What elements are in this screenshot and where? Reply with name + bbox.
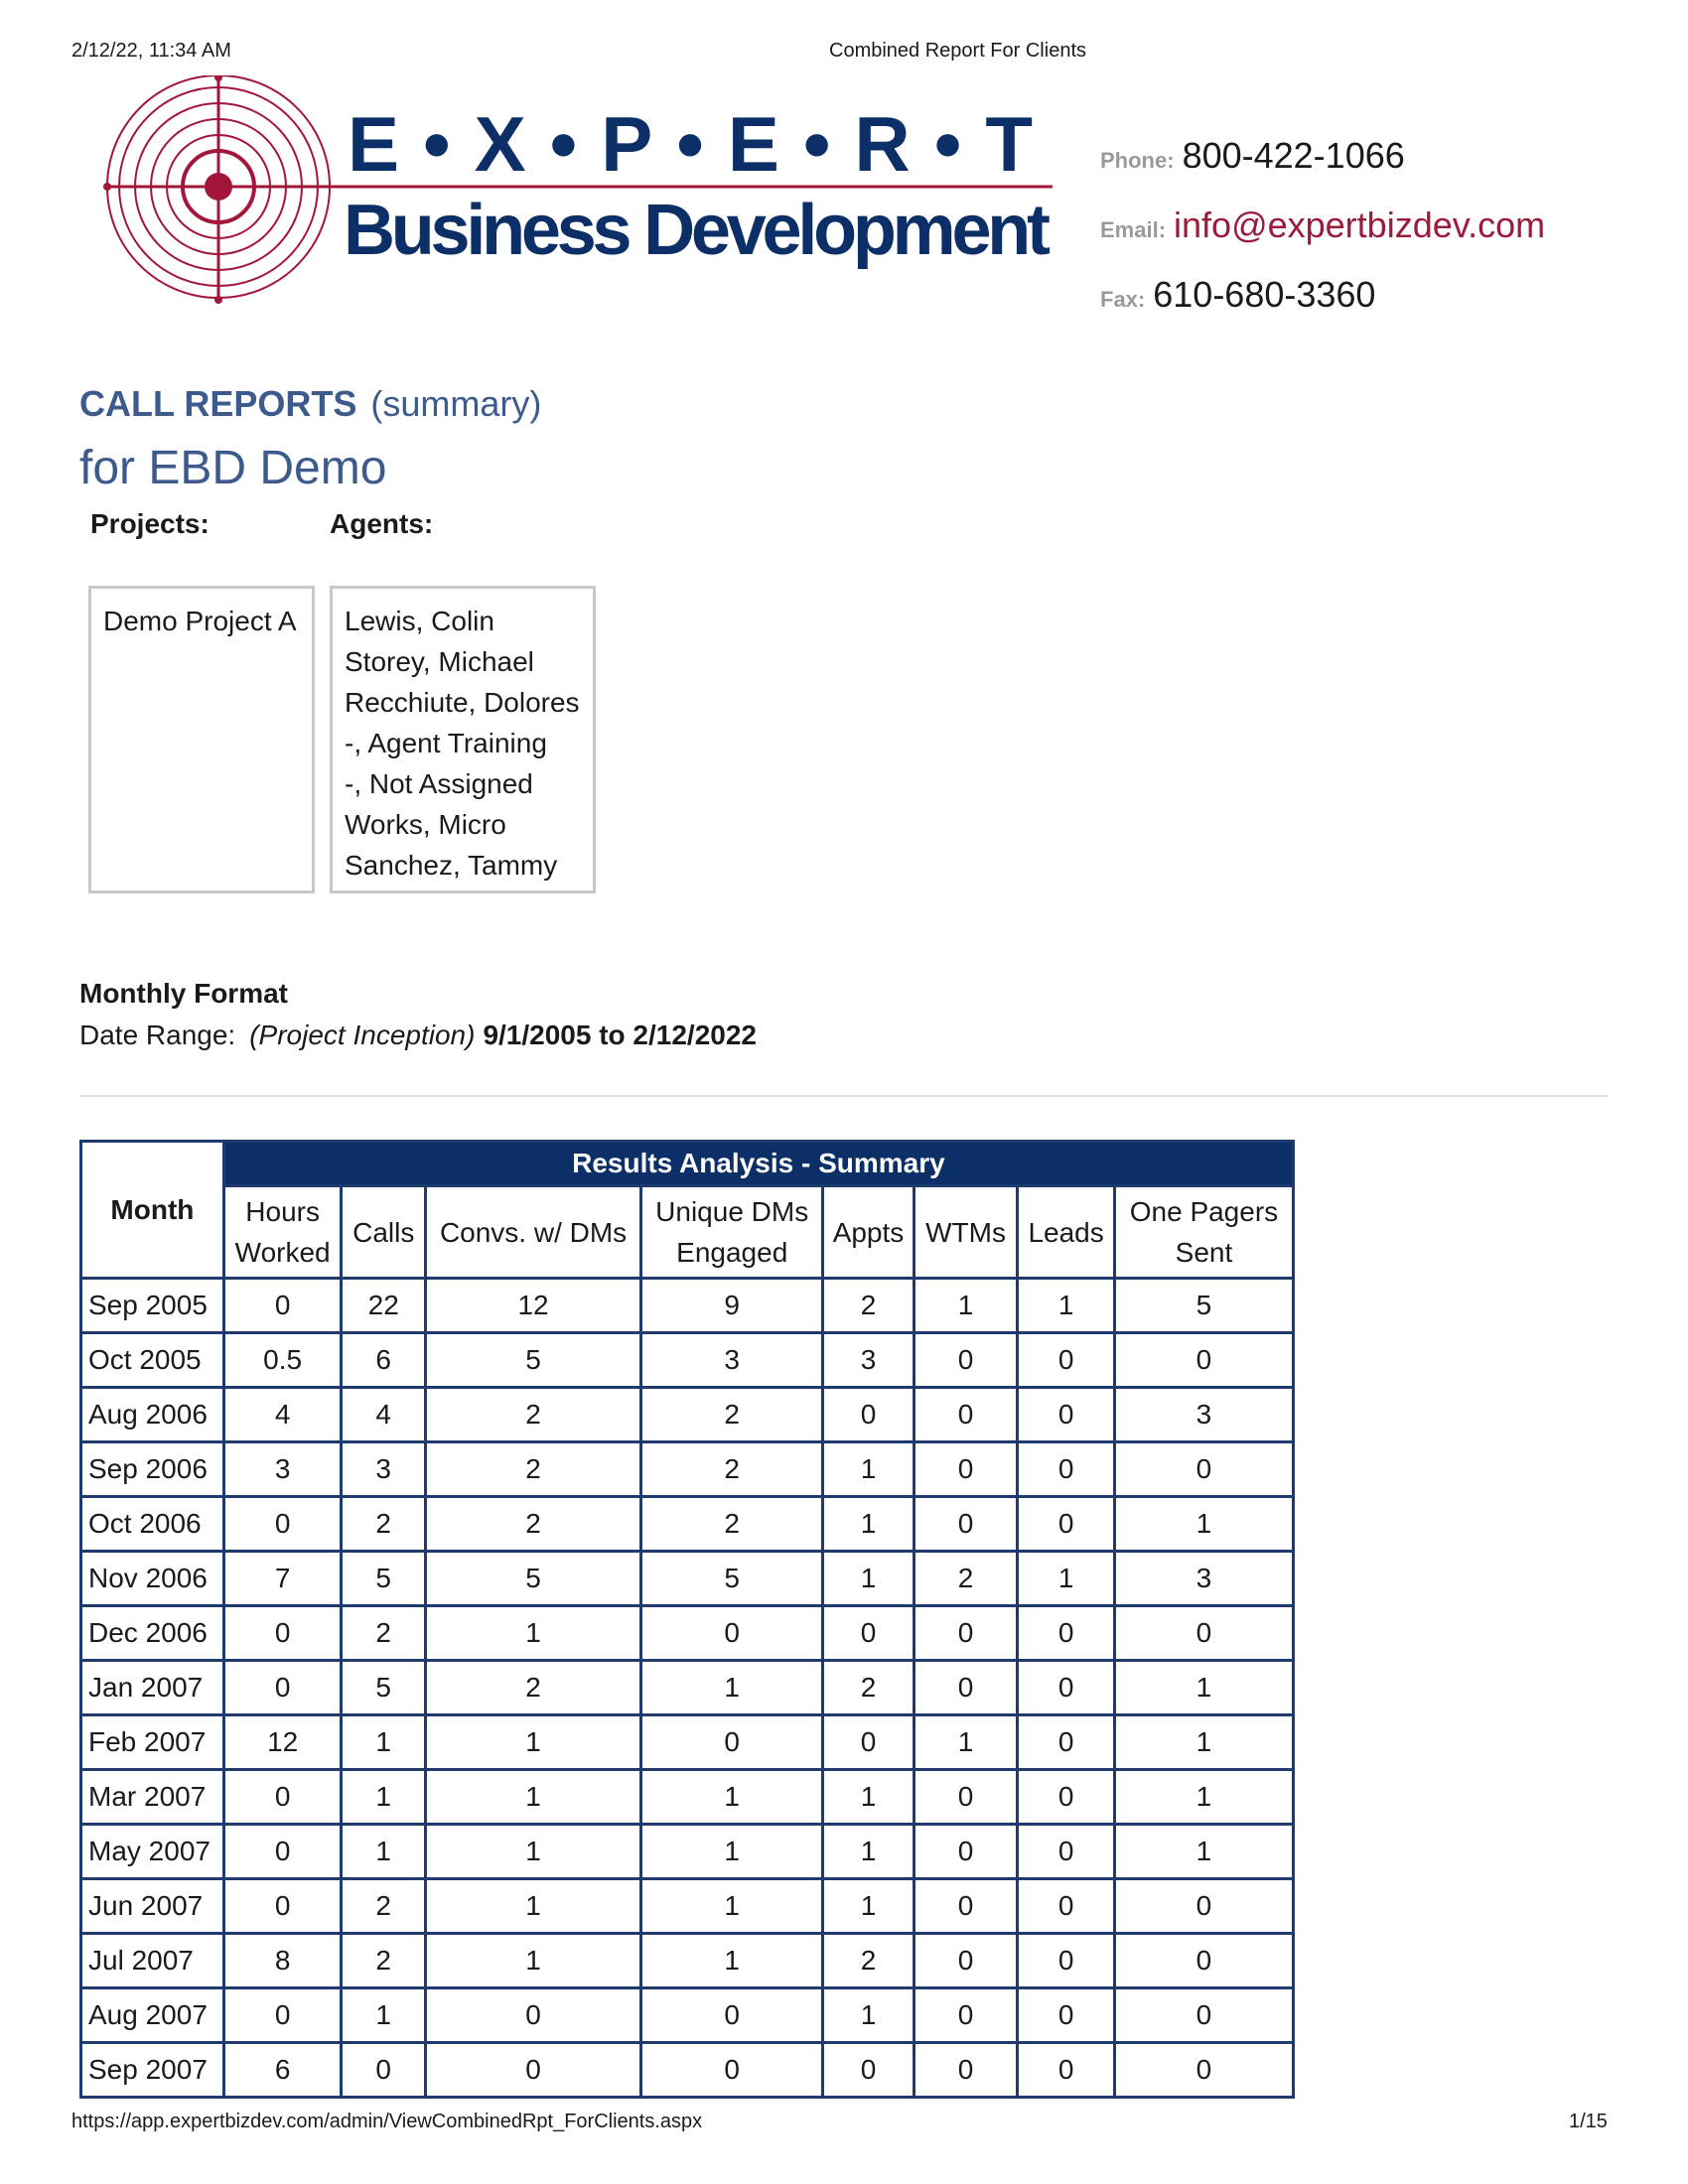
company-logo [97,75,1070,314]
value-cell: 0 [223,1279,342,1333]
value-cell: 1 [342,1825,425,1879]
value-cell: 0 [914,1879,1018,1934]
value-cell: 5 [342,1552,425,1606]
value-cell: 6 [342,1333,425,1388]
value-cell: 0 [641,1988,823,2043]
table-row [81,1988,1294,2043]
value-cell: 0 [425,2043,640,2098]
report-title-sub: (summary) [370,383,542,424]
date-range-value: 9/1/2005 to 2/12/2022 [483,1020,757,1050]
contact-fax [1100,274,1375,316]
email-label: Email: [1100,217,1167,242]
value-cell: 0 [1018,1442,1115,1497]
table-row [81,1661,1294,1715]
column-header: Calls [342,1186,425,1279]
value-cell: 0 [823,1388,914,1442]
value-cell: 0 [1018,1825,1115,1879]
month-cell: May 2007 [81,1825,224,1879]
value-cell: 1 [823,1770,914,1825]
agents-heading: Agents: [330,508,434,539]
value-cell: 0 [914,1661,1018,1715]
value-cell: 0 [914,1497,1018,1552]
table-row [81,1715,1294,1770]
table-row [81,1442,1294,1497]
month-cell: Nov 2006 [81,1552,224,1606]
agent-item: -, Agent Training [345,728,547,758]
value-cell: 0 [1018,1934,1115,1988]
value-cell: 5 [1114,1279,1293,1333]
value-cell: 2 [425,1388,640,1442]
value-cell: 3 [223,1442,342,1497]
month-cell: Dec 2006 [81,1606,224,1661]
value-cell: 0 [223,1661,342,1715]
value-cell: 0 [914,1934,1018,1988]
agent-item: Recchiute, Dolores [345,687,580,718]
agent-item: Sanchez, Tammy [345,850,558,881]
value-cell: 1 [823,1497,914,1552]
value-cell: 0 [223,1825,342,1879]
value-cell: 1 [1114,1715,1293,1770]
value-cell: 1 [425,1715,640,1770]
value-cell: 2 [425,1442,640,1497]
value-cell: 12 [223,1715,342,1770]
value-cell: 0 [1114,2043,1293,2098]
table-row [81,1934,1294,1988]
value-cell: 1 [425,1770,640,1825]
value-cell: 0 [223,1770,342,1825]
value-cell: 7 [223,1552,342,1606]
date-range-label: Date Range: [79,1020,236,1050]
fax-label: Fax: [1100,287,1146,312]
value-cell: 0 [914,1388,1018,1442]
value-cell: 1 [823,1825,914,1879]
value-cell: 1 [342,1770,425,1825]
value-cell: 1 [1114,1661,1293,1715]
value-cell: 2 [641,1442,823,1497]
value-cell: 1 [823,1552,914,1606]
value-cell: 0 [641,1606,823,1661]
column-header: Leads [1018,1186,1115,1279]
value-cell: 0 [914,1988,1018,2043]
results-table [79,1140,1295,2099]
value-cell: 1 [641,1879,823,1934]
value-cell: 5 [425,1333,640,1388]
contact-email [1100,205,1545,246]
value-cell: 2 [823,1934,914,1988]
month-header: Month [81,1142,224,1279]
column-header: One Pagers Sent [1114,1186,1293,1279]
value-cell: 2 [342,1879,425,1934]
value-cell: 0 [1018,2043,1115,2098]
fax-value: 610-680-3360 [1153,274,1376,315]
value-cell: 5 [342,1661,425,1715]
value-cell: 1 [641,1661,823,1715]
value-cell: 0 [914,1770,1018,1825]
phone-value: 800-422-1066 [1182,135,1405,176]
value-cell: 1 [425,1606,640,1661]
value-cell: 0 [342,2043,425,2098]
value-cell: 0 [1114,1988,1293,2043]
value-cell: 2 [342,1934,425,1988]
value-cell: 0 [823,1606,914,1661]
month-cell: Sep 2005 [81,1279,224,1333]
value-cell: 3 [342,1442,425,1497]
agents-box [330,586,596,893]
value-cell: 0 [914,2043,1018,2098]
agent-item: Works, Micro [345,809,506,840]
table-banner: Results Analysis - Summary [223,1142,1293,1186]
value-cell: 1 [425,1934,640,1988]
table-row [81,1497,1294,1552]
value-cell: 0 [1114,1442,1293,1497]
value-cell: 12 [425,1279,640,1333]
projects-box [88,586,315,893]
client-name: for EBD Demo [79,442,387,494]
value-cell: 9 [641,1279,823,1333]
value-cell: 0 [1018,1770,1115,1825]
month-cell: Aug 2007 [81,1988,224,2043]
print-datetime: 2/12/22, 11:34 AM [71,40,231,62]
value-cell: 2 [914,1552,1018,1606]
value-cell: 0 [1114,1606,1293,1661]
value-cell: 0 [641,2043,823,2098]
value-cell: 3 [1114,1388,1293,1442]
value-cell: 1 [425,1879,640,1934]
value-cell: 4 [223,1388,342,1442]
month-cell: Jun 2007 [81,1879,224,1934]
value-cell: 1 [914,1715,1018,1770]
month-cell: Jul 2007 [81,1934,224,1988]
value-cell: 2 [823,1661,914,1715]
project-item: Demo Project A [103,606,297,636]
table-row [81,1333,1294,1388]
contact-phone [1100,135,1405,177]
value-cell: 2 [342,1497,425,1552]
report-title-main: CALL REPORTS [79,383,357,424]
column-header: Convs. w/ DMs [425,1186,640,1279]
table-row [81,1552,1294,1606]
agent-item: Storey, Michael [345,646,534,677]
value-cell: 2 [342,1606,425,1661]
logo-tagline: Business Development [344,191,1051,270]
value-cell: 1 [1114,1825,1293,1879]
value-cell: 0 [1018,1333,1115,1388]
value-cell: 3 [823,1333,914,1388]
value-cell: 0 [823,2043,914,2098]
report-title [79,383,541,425]
value-cell: 0 [1018,1879,1115,1934]
value-cell: 0 [914,1606,1018,1661]
month-cell: Sep 2006 [81,1442,224,1497]
value-cell: 2 [425,1661,640,1715]
value-cell: 0 [1018,1988,1115,2043]
value-cell: 1 [425,1825,640,1879]
value-cell: 2 [823,1279,914,1333]
table-row [81,1879,1294,1934]
date-range [79,1020,757,1051]
value-cell: 3 [1114,1552,1293,1606]
value-cell: 1 [641,1770,823,1825]
value-cell: 0 [223,1879,342,1934]
value-cell: 1 [1018,1552,1115,1606]
value-cell: 0 [1114,1333,1293,1388]
agent-item: -, Not Assigned [345,768,533,799]
value-cell: 1 [641,1934,823,1988]
value-cell: 1 [823,1442,914,1497]
column-header: Appts [823,1186,914,1279]
month-cell: Jan 2007 [81,1661,224,1715]
column-header: Unique DMs Engaged [641,1186,823,1279]
value-cell: 0 [223,1988,342,2043]
table-row [81,1279,1294,1333]
value-cell: 0 [914,1825,1018,1879]
value-cell: 4 [342,1388,425,1442]
value-cell: 0 [1114,1934,1293,1988]
value-cell: 0 [223,1497,342,1552]
report-format: Monthly Format [79,978,288,1009]
value-cell: 22 [342,1279,425,1333]
value-cell: 8 [223,1934,342,1988]
value-cell: 1 [1114,1770,1293,1825]
value-cell: 0 [914,1333,1018,1388]
value-cell: 2 [641,1497,823,1552]
column-header: WTMs [914,1186,1018,1279]
value-cell: 0 [823,1715,914,1770]
month-cell: Sep 2007 [81,2043,224,2098]
value-cell: 2 [425,1497,640,1552]
value-cell: 0 [1018,1497,1115,1552]
value-cell: 0 [223,1606,342,1661]
value-cell: 2 [641,1388,823,1442]
divider [79,1095,1609,1097]
value-cell: 0 [1114,1879,1293,1934]
value-cell: 5 [425,1552,640,1606]
value-cell: 0 [914,1442,1018,1497]
month-cell: Aug 2006 [81,1388,224,1442]
table-row [81,1770,1294,1825]
value-cell: 1 [342,1988,425,2043]
page-number: 1/15 [1569,2111,1608,2132]
value-cell: 1 [914,1279,1018,1333]
value-cell: 6 [223,2043,342,2098]
table-row [81,1388,1294,1442]
logo-wordmark: E•X•P•E•R•T [348,100,1047,188]
value-cell: 5 [641,1552,823,1606]
month-cell: Oct 2005 [81,1333,224,1388]
phone-label: Phone: [1100,148,1175,173]
value-cell: 1 [641,1825,823,1879]
column-header: Hours Worked [223,1186,342,1279]
value-cell: 0 [641,1715,823,1770]
month-cell: Mar 2007 [81,1770,224,1825]
value-cell: 1 [1018,1279,1115,1333]
date-range-note: (Project Inception) [249,1020,476,1050]
page-url[interactable]: https://app.expertbizdev.com/admin/ViewCombinedRpt_ForClients.aspx [71,2111,703,2132]
value-cell: 3 [641,1333,823,1388]
month-cell: Feb 2007 [81,1715,224,1770]
value-cell: 0 [1018,1715,1115,1770]
month-cell: Oct 2006 [81,1497,224,1552]
value-cell: 0 [1018,1606,1115,1661]
value-cell: 1 [823,1879,914,1934]
value-cell: 1 [823,1988,914,2043]
email-link[interactable]: info@expertbizdev.com [1174,205,1546,245]
print-doc-title: Combined Report For Clients [829,40,1086,62]
table-row [81,2043,1294,2098]
value-cell: 1 [342,1715,425,1770]
table-row [81,1606,1294,1661]
value-cell: 0 [1018,1661,1115,1715]
value-cell: 0 [1018,1388,1115,1442]
table-row [81,1825,1294,1879]
value-cell: 0 [425,1988,640,2043]
agent-item: Lewis, Colin [345,606,494,636]
value-cell: 0.5 [223,1333,342,1388]
projects-heading: Projects: [90,508,210,539]
value-cell: 1 [1114,1497,1293,1552]
